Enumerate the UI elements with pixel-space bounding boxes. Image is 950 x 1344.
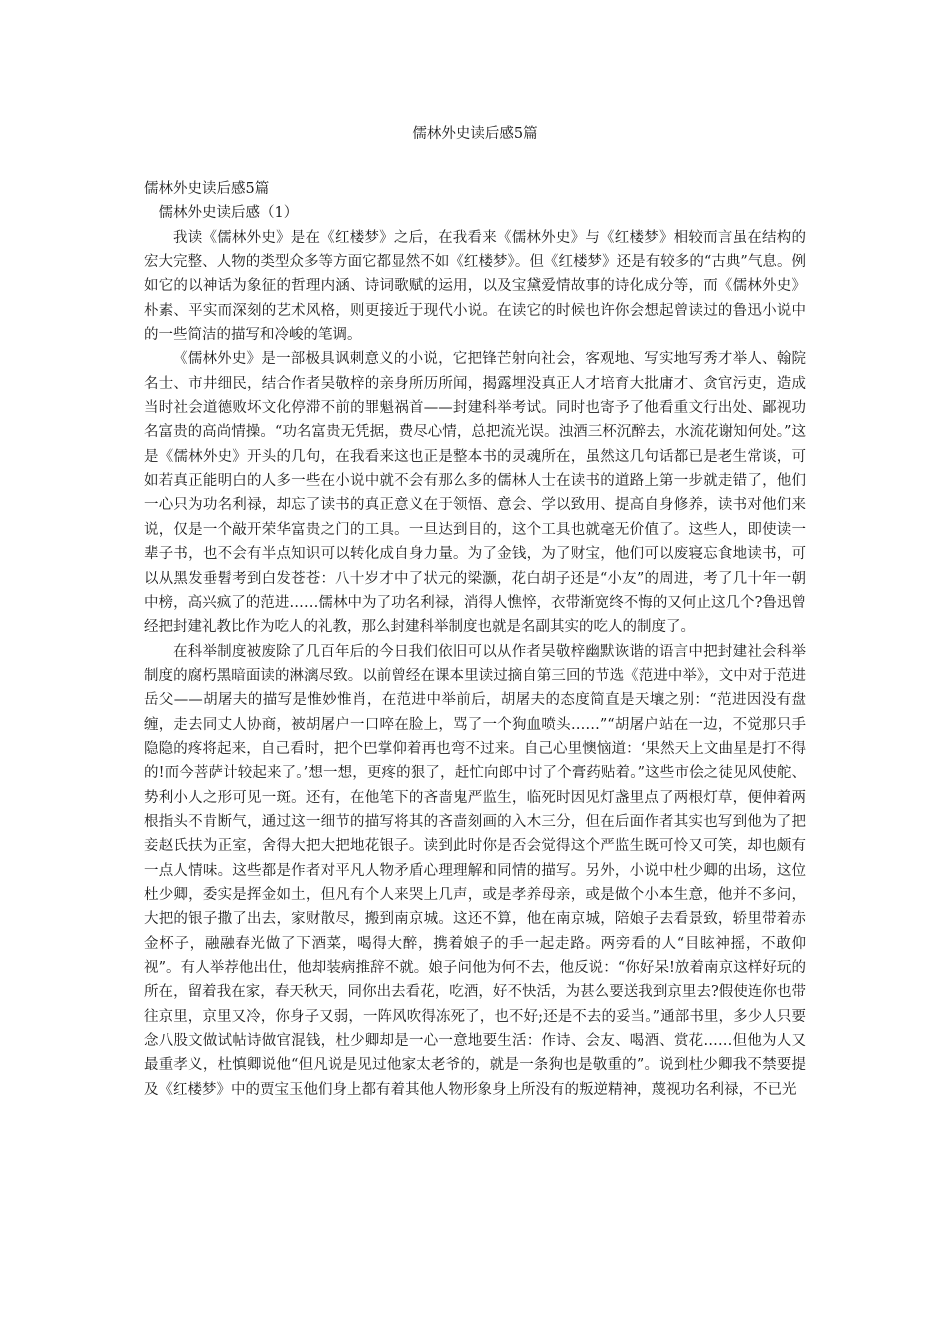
document-title: 儒林外史读后感5篇 <box>412 126 538 142</box>
body-paragraph-2: 《儒林外史》是一部极具讽刺意义的小说，它把锋芒射向社会，客观地、写实地写秀才举人、翰院名士、市井细民，结合作者吴敬梓的亲身所历所闻，揭露埋没真正人才培育大批庸才、贪官污吏，造成当时社会道德败坏文化停滞不前的罪魁祸首——封建科举考试。同时也寄予了他看重文行出处、鄙视功名富贵的高尚情操。“功名富贵无凭据，费尽心情，总把流光误。浊酒三杯沉醉去，水流花谢知何处。”这是《儒林外史》开头的几句，在我看来这也正是整本书的灵魂所在，虽然这几句话都已是老生常谈，可如若真正能明白的人多一些在小说中就不会有那么多的儒林人士在读书的道路上第一步就走错了，他们一心只为功名利禄，却忘了读书的真正意义在于领悟、意会、学以致用、提高自身修养，读书对他们来说，仅是一个敲开荣华富贵之门的工具。一旦达到目的，这个工具也就毫无价值了。这些人，即使读一辈子书，也不会有半点知识可以转化成自身力量。为了金钱，为了财宝，他们可以废寝忘食地读书，可以从黑发垂髫考到白发苍苍：八十岁才中了状元的梁灏，花白胡子还是“小友”的周进，考了几十年一朝中榜，高兴疯了的范进……儒林中为了功名利禄，消得人憔悴，衣带渐宽终不悔的又何止这几个?鲁迅曾经把封建礼教比作为吃人的礼教，那么封建科举制度也就是名副其实的吃人的制度了。 <box>144 351 806 636</box>
body-paragraph-1: 我读《儒林外史》是在《红楼梦》之后，在我看来《儒林外史》与《红楼梦》相较而言虽在结构的宏大完整、人物的类型众多等方面它都显然不如《红楼梦》。但《红楼梦》还是有较多的“古典”气息。例如它的以神话为象征的哲理内涵、诗词歌赋的运用，以及宝黛爱情故事的诗化成分等，而《儒林外史》朴素、平实而深刻的艺术风格，则更接近于现代小说。在读它的时候也许你会想起曾读过的鲁迅小说中的一些简洁的描写和冷峻的笔调。 <box>144 229 806 344</box>
document-body <box>144 177 806 1102</box>
section-subheading: 儒林外史读后感（1） <box>158 205 299 222</box>
document-heading: 儒林外史读后感5篇 <box>144 181 270 197</box>
body-paragraph-3: 在科举制度被废除了几百年后的今日我们依旧可以从作者吴敬梓幽默诙谐的语言中把封建社会科举制度的腐朽黑暗面读的淋漓尽致。以前曾经在课本里读过摘自第三回的节选《范进中举》，文中对于范进岳父——胡屠夫的描写是惟妙惟肖，在范进中举前后，胡屠夫的态度简直是天壤之别：“范进因没有盘缠，走去同丈人协商，被胡屠户一口啐在脸上，骂了一个狗血喷头……”“胡屠户站在一边，不觉那只手隐隐的疼将起来，自己看时，把个巴掌仰着再也弯不过来。自己心里懊恼道：‘果然天上文曲星是打不得的!而今菩萨计较起来了。’想一想，更疼的狠了，赶忙向郎中讨了个膏药贴着。”这些市侩之徒见风使舵、势利小人之形可见一斑。还有，在他笔下的吝啬鬼严监生，临死时因见灯盏里点了两根灯草，便伸着两根指头不肯断气，通过这一细节的描写将其的吝啬刻画的入木三分，但在后面作者其实也写到他为了把妾赵氏扶为正室，舍得大把大把地花银子。读到此时你是否会觉得这个严监生既可怜又可笑，却也颇有一点人情味。这些都是作者对平凡人物矛盾心理理解和同情的描写。另外，小说中杜少卿的出场，这位杜少卿，委实是挥金如土，但凡有个人来哭上几声，或是孝养母亲，或是做个小本生意，他并不多问，大把的银子撒了出去，家财散尽，搬到南京城。这还不算，他在南京城，陪娘子去看景致，轿里带着赤金杯子，融融春光做了下酒菜，喝得大醉，携着娘子的手一起走路。两旁看的人“目眩神摇，不敢仰视”。有人举荐他出仕，他却装病推辞不就。娘子问他为何不去，他反说：“你好呆!放着南京这样好玩的所在，留着我在家，春天秋天，同你出去看花，吃酒，好不快活，为甚么要送我到京里去?假使连你也带往京里，京里又冷，你身子又弱，一阵风吹得冻死了，也不好;还是不去的妥当。”通部书里，多少人只要念八股文做试帖诗做官混钱，杜少卿却是一心一意地要生活：作诗、会友、喝酒、赏花……但他为人又最重孝义，杜慎卿说他“但凡说是见过他家太老爷的，就是一条狗也是敬重的”。说到杜少卿我不禁要提及《红楼梦》中的贾宝玉他们身上都有着其他人物形象身上所没有的叛逆精神，蔑视功名利禄，不已光 <box>144 643 806 1098</box>
